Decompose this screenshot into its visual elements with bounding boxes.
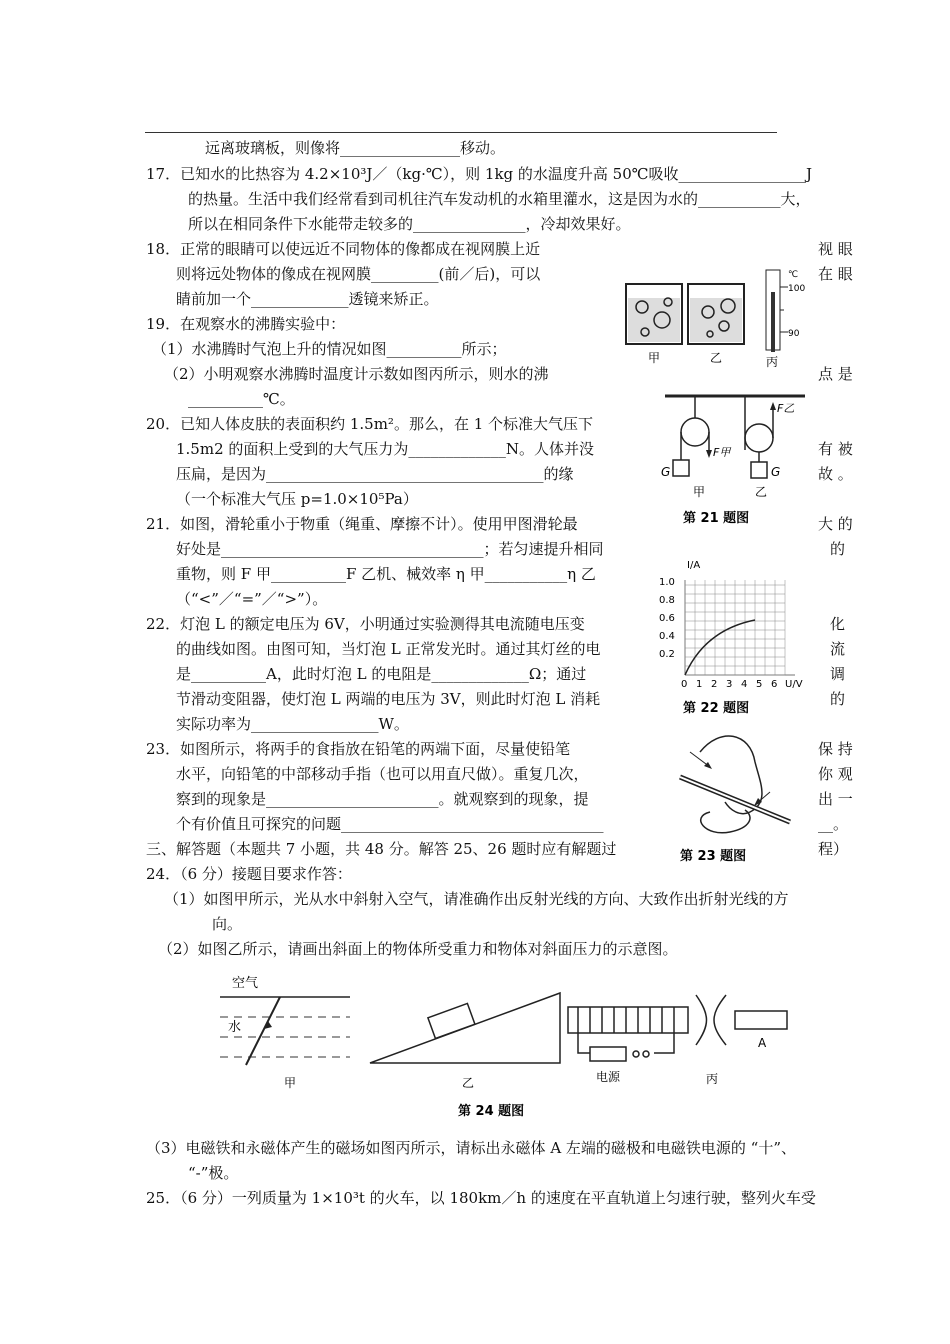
text-line: （1）如图甲所示，光从水中斜射入空气，请准确作出反射光线的方向、大致作出折射光线的方 bbox=[164, 890, 789, 908]
text-line: 好处是___________________________________；若匀速提升相同 bbox=[176, 540, 604, 558]
figure-23-pencil bbox=[660, 722, 810, 867]
figure-24-diagrams bbox=[210, 965, 800, 1125]
text-line: （“<”／“=”／“>”）。 bbox=[176, 590, 328, 608]
text-line: 节滑动变阻器，使灯泡 L 两端的电压为 3V，则此时灯泡 L 消耗 bbox=[176, 690, 601, 708]
figure-label: ℃ bbox=[788, 270, 799, 280]
text-line: 17．已知水的比热容为 4.2×10³J／（kg·℃），则 1kg 的水温度升高 50℃吸收_________________J bbox=[146, 165, 813, 183]
text-line: 的热量。生活中我们经常看到司机往汽车发动机的水箱里灌水，这是因为水的___________大， bbox=[188, 190, 811, 208]
text-line: （2）小明观察水沸腾时温度计示数如图丙所示，则水的沸 bbox=[164, 365, 549, 383]
text-line: 则将远处物体的像成在视网膜_________(前／后)，可以 bbox=[176, 265, 541, 283]
figure-label: U/V bbox=[785, 679, 803, 690]
figure-label: 甲 bbox=[648, 351, 661, 365]
x-tick-label: 0 bbox=[681, 679, 688, 690]
text-line-right: 流 bbox=[830, 640, 846, 658]
text-line: 所以在相同条件下水能带走较多的_______________，冷却效果好。 bbox=[188, 215, 631, 233]
text-line: __________℃。 bbox=[188, 390, 295, 408]
text-line: 压扁，是因为_____________________________________的缘 bbox=[176, 465, 574, 483]
text-line-right: 在 眼 bbox=[818, 265, 853, 283]
x-tick-label: 5 bbox=[756, 679, 763, 690]
y-tick-label: 0.2 bbox=[659, 649, 675, 660]
text-line-right: 的 bbox=[830, 690, 846, 708]
text-line: 21．如图，滑轮重小于物重（绳重、摩擦不计）。使用甲图滑轮最 bbox=[146, 515, 578, 533]
text-line: （1）水沸腾时气泡上升的情况如图__________所示； bbox=[152, 340, 507, 358]
text-line: 18．正常的眼睛可以使远近不同物体的像都成在视网膜上近 bbox=[146, 240, 541, 258]
figure-22-iu-chart bbox=[655, 550, 815, 718]
text-line: 20．已知人体皮肤的表面积约 1.5m²。那么，在 1 个标准大气压下 bbox=[146, 415, 594, 433]
text-line: 实际功率为_________________W。 bbox=[176, 715, 409, 733]
x-tick-label: 4 bbox=[741, 679, 748, 690]
text-line-right: 的 bbox=[830, 540, 846, 558]
text-line-right: 出 一 bbox=[818, 790, 853, 808]
figure-label: 丙 bbox=[766, 355, 779, 369]
x-tick-label: 3 bbox=[726, 679, 733, 690]
text-line: 个有价值且可探究的问题___________________________________ bbox=[176, 815, 604, 833]
text-line-right: 有 被 bbox=[818, 440, 853, 458]
figure-label: 第 24 题图 bbox=[458, 1104, 525, 1119]
text-line: （2）如图乙所示，请画出斜面上的物体所受重力和物体对斜面压力的示意图。 bbox=[158, 940, 678, 958]
figure-label: G bbox=[661, 465, 671, 479]
x-tick-label: 6 bbox=[771, 679, 778, 690]
text-line: （一个标准大气压 p=1.0×10⁵Pa） bbox=[176, 490, 418, 508]
text-line: 水平，向铅笔的中部移动手指（也可以用直尺做）。重复几次， bbox=[176, 765, 589, 783]
text-line-right: __。 bbox=[818, 815, 849, 833]
figure-label: 100 bbox=[788, 284, 806, 294]
figure-label: 第 23 题图 bbox=[680, 849, 747, 864]
figure-label: 水 bbox=[228, 1020, 242, 1035]
text-line: 重物，则 F 甲__________F 乙机、械效率 η 甲___________η 乙 bbox=[176, 565, 596, 583]
text-line-right: 你 观 bbox=[818, 765, 853, 783]
figure-label: 丙 bbox=[706, 1072, 719, 1086]
figure-label: F乙 bbox=[777, 402, 795, 415]
figure-label: F甲 bbox=[713, 446, 731, 459]
text-line: 三、解答题（本题共 7 小题，共 48 分。解答 25、26 题时应有解题过 bbox=[146, 840, 617, 858]
text-line: “-”极。 bbox=[188, 1164, 239, 1182]
text-line-right: 点 是 bbox=[818, 365, 853, 383]
text-line: 25．（6 分）一列质量为 1×10³t 的火车，以 180km／h 的速度在平直轨道上匀速行驶，整列火车受 bbox=[146, 1189, 816, 1207]
text-line-right: 视 眼 bbox=[818, 240, 853, 258]
text-line-right: 程） bbox=[818, 840, 849, 858]
figure-21-pulleys bbox=[655, 388, 815, 530]
text-line-right: 化 bbox=[830, 615, 846, 633]
y-tick-label: 1.0 bbox=[659, 577, 675, 588]
y-tick-label: 0.4 bbox=[659, 631, 675, 642]
text-line: 24．（6 分）接题目要求作答： bbox=[146, 865, 352, 883]
x-tick-label: 1 bbox=[696, 679, 703, 690]
text-line-right: 保 持 bbox=[818, 740, 853, 758]
text-line: 1.5m2 的面积上受到的大气压力为_____________N。人体并没 bbox=[176, 440, 595, 458]
text-line-right: 故 。 bbox=[818, 465, 853, 483]
text-line: 22．灯泡 L 的额定电压为 6V，小明通过实验测得其电流随电压变 bbox=[146, 615, 585, 633]
y-tick-label: 0.8 bbox=[659, 595, 675, 606]
text-line: 是__________A，此时灯泡 L 的电阻是_____________Ω；通过 bbox=[176, 665, 587, 683]
figure-label: 甲 bbox=[284, 1076, 297, 1090]
figure-label: A bbox=[758, 1036, 767, 1050]
figure-label: 电源 bbox=[596, 1070, 621, 1084]
figure-label: 第 21 题图 bbox=[683, 511, 750, 526]
x-tick-label: 2 bbox=[711, 679, 718, 690]
text-line: 23．如图所示，将两手的食指放在铅笔的两端下面，尽量使铅笔 bbox=[146, 740, 571, 758]
text-line: （3）电磁铁和永磁体产生的磁场如图丙所示，请标出永磁体 A 左端的磁极和电磁铁电源的 “十”、 bbox=[146, 1139, 797, 1157]
figure-label: 90 bbox=[788, 329, 800, 339]
header-rule bbox=[145, 132, 777, 133]
y-tick-label: 0.6 bbox=[659, 613, 675, 624]
text-line: 向。 bbox=[212, 915, 243, 933]
figure-label: 乙 bbox=[710, 351, 723, 365]
text-line: 察到的现象是_______________________。就观察到的现象，提 bbox=[176, 790, 589, 808]
text-line: 的曲线如图。由图可知，当灯泡 L 正常发光时。通过其灯丝的电 bbox=[176, 640, 601, 658]
text-line-right: 大 的 bbox=[818, 515, 853, 533]
text-line: 19．在观察水的沸腾实验中： bbox=[146, 315, 346, 333]
figure-label: 第 22 题图 bbox=[683, 701, 750, 716]
figure-label: G bbox=[771, 465, 781, 479]
figure-label: I/A bbox=[687, 560, 701, 571]
figure-19-boiling bbox=[620, 262, 810, 372]
text-line-right: 调 bbox=[830, 665, 846, 683]
figure-label: 乙 bbox=[755, 485, 768, 499]
text-line: 远离玻璃板，则像将________________移动。 bbox=[205, 139, 506, 157]
text-line: 睛前加一个_____________透镜来矫正。 bbox=[176, 290, 439, 308]
figure-label: 甲 bbox=[693, 485, 706, 499]
figure-label: 乙 bbox=[462, 1076, 475, 1090]
figure-label: 空气 bbox=[232, 976, 259, 991]
